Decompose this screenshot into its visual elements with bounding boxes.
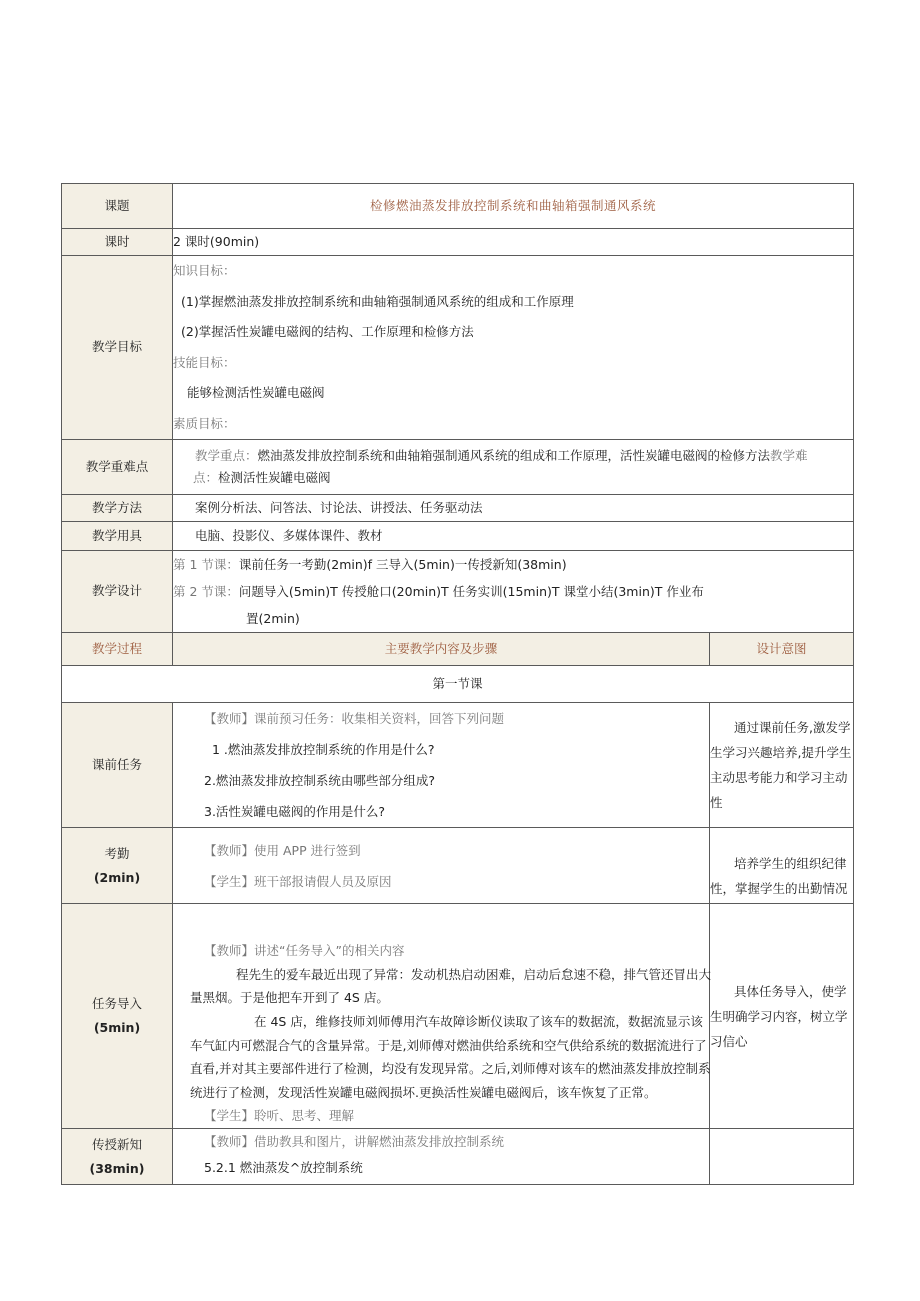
key-points-row: [62, 440, 854, 495]
lesson-plan-table: [61, 183, 854, 1185]
section1-row: [62, 666, 854, 703]
pre-task-row: [62, 703, 854, 828]
new-knowledge-teacher: 【教师】借助教具和图片，讲解燃油蒸发排放控制系统: [204, 1134, 505, 1149]
intro-content: [173, 904, 710, 1129]
intro-label-1: 任务导入: [91, 996, 142, 1011]
quality-heading: 素质目标：: [173, 415, 236, 431]
objectives-row: [62, 256, 854, 440]
session1-text: 课前任务一考勤(2min)f 三导入(5min)一传授新知(38min): [238, 557, 567, 572]
intro-teacher: 【教师】讲述“任务导入”的相关内容: [204, 943, 405, 959]
pre-task-teacher: 【教师】课前预习任务：收集相关资料，回答下列问题: [204, 711, 505, 726]
objectives-label: 教学目标: [62, 256, 173, 440]
new-knowledge-content: [173, 1129, 710, 1185]
difficulty-prefix-1: 教学难: [770, 448, 808, 463]
hours-label: 课时: [62, 229, 173, 256]
header-process: 教学过程: [62, 633, 173, 666]
attendance-intent: 培养学生的组织纪律性，掌握学生的出勤情况: [710, 828, 854, 904]
hours-row: [62, 229, 854, 256]
key-points-content: [173, 440, 854, 495]
attendance-row: [62, 828, 854, 904]
pre-task-label: 课前任务: [62, 703, 173, 828]
intro-intent: 具体任务导入，使学生明确学习内容，树立学习信心: [710, 904, 854, 1129]
methods-label: 教学方法: [62, 495, 173, 522]
intro-paragraph-2: 在 4S 店，维修技师刘师傅用汽车故障诊断仪读取了该车的数据流，数据流显示该车气缸内可燃混合气的含量异常。于是,刘师傅对燃油供给系统和空气供给系统的数据流进行了直看,并对其主要部件进行了检测，均没有发现异常。之后,刘师傅对该车的燃油蒸发排放控制系统进行了检测，发现活性炭罐电磁阀损坏.更换活性炭罐电磁阀后，该车恢复了正常。: [190, 1014, 711, 1100]
attendance-teacher: 【教师】使用 APP 进行签到: [204, 842, 361, 858]
methods-value: 案例分析法、问答法、讨论法、讲授法、任务驱动法: [173, 495, 854, 522]
intro-label-2: (5min): [93, 1020, 141, 1035]
skill-item-1: 能够检测活性炭罐电磁阀: [187, 385, 325, 400]
header-content: 主要教学内容及步骤: [173, 633, 710, 666]
session2-prefix: 第 2 节课：: [173, 584, 239, 599]
session1-prefix: 第 1 节课：: [173, 557, 239, 572]
intro-paragraph-1: 程先生的爱车最近出现了异常：发动机热启动困难，启动后怠速不稳，排气管还冒出大量黑烟。于是他把车开到了 4S 店。: [190, 966, 712, 1006]
key-text: 燃油蒸发排放控制系统和曲轴箱强制通风系统的组成和工作原理，活性炭罐电磁阀的检修方法: [257, 448, 771, 463]
attendance-label: [62, 828, 173, 904]
attendance-label-1: 考勤: [104, 845, 130, 861]
new-knowledge-row: [62, 1129, 854, 1185]
difficulty-prefix-2: 点：: [193, 470, 219, 485]
course-row: [62, 184, 854, 229]
new-knowledge-label-1: 传授新知: [91, 1136, 142, 1152]
pre-task-question-3: 3.活性炭罐电磁阀的作用是什么?: [204, 804, 386, 819]
key-prefix: 教学重点：: [195, 448, 258, 463]
course-label: 课题: [62, 184, 173, 229]
course-title: 检修燃油蒸发排放控制系统和曲轴箱强制通风系统: [173, 184, 854, 229]
session2-text: 问题导入(5min)T 传授舱口(20min)T 任务实训(15min)T 课堂小结(3min)T 作业布: [238, 584, 704, 599]
header-row: [62, 633, 854, 666]
attendance-label-2: (2min): [93, 869, 141, 885]
header-intent: 设计意图: [710, 633, 854, 666]
pre-task-question-1: 1 .燃油蒸发排放控制系统的作用是什么?: [212, 742, 435, 757]
difficulty-text: 检测活性炭罐电磁阀: [218, 470, 331, 485]
tools-label: 教学用具: [62, 522, 173, 551]
pre-task-content: [173, 703, 710, 828]
tools-value: 电脑、投影仪、多媒体课件、教材: [173, 522, 854, 551]
objectives-content: [173, 256, 854, 440]
skill-heading: 技能目标：: [173, 354, 236, 370]
hours-value: 2 课时(90min): [173, 229, 854, 256]
attendance-content: [173, 828, 710, 904]
design-content: [173, 551, 854, 633]
intro-label: [62, 904, 173, 1129]
new-knowledge-subheading: 5.2.1 燃油蒸发^放控制系统: [204, 1160, 363, 1175]
design-row: [62, 551, 854, 633]
pre-task-question-2: 2.燃油蒸发排放控制系统由哪些部分组成?: [204, 773, 436, 788]
tools-row: [62, 522, 854, 551]
knowledge-item-2: (2)掌握活性炭罐电磁阀的结构、工作原理和检修方法: [181, 324, 474, 339]
attendance-student: 【学生】班干部报请假人员及原因: [204, 873, 392, 889]
new-knowledge-intent: [710, 1129, 854, 1185]
new-knowledge-label-2: (38min): [89, 1160, 145, 1176]
intro-row: [62, 904, 854, 1129]
pre-task-intent: 通过课前任务,激发学生学习兴趣培养,提升学生主动思考能力和学习主动性: [710, 703, 854, 828]
methods-row: [62, 495, 854, 522]
new-knowledge-label: [62, 1129, 173, 1185]
intro-student: 【学生】聆听、思考、理解: [204, 1108, 355, 1124]
key-points-label: 教学重难点: [62, 440, 173, 495]
design-label: 教学设计: [62, 551, 173, 633]
knowledge-heading: 知识目标：: [173, 263, 236, 278]
knowledge-item-1: (1)掌握燃油蒸发排放控制系统和曲轴箱强制通风系统的组成和工作原理: [181, 293, 574, 309]
session2-cont: 置(2min): [246, 611, 300, 626]
section1-title: 第一节课: [62, 666, 854, 703]
